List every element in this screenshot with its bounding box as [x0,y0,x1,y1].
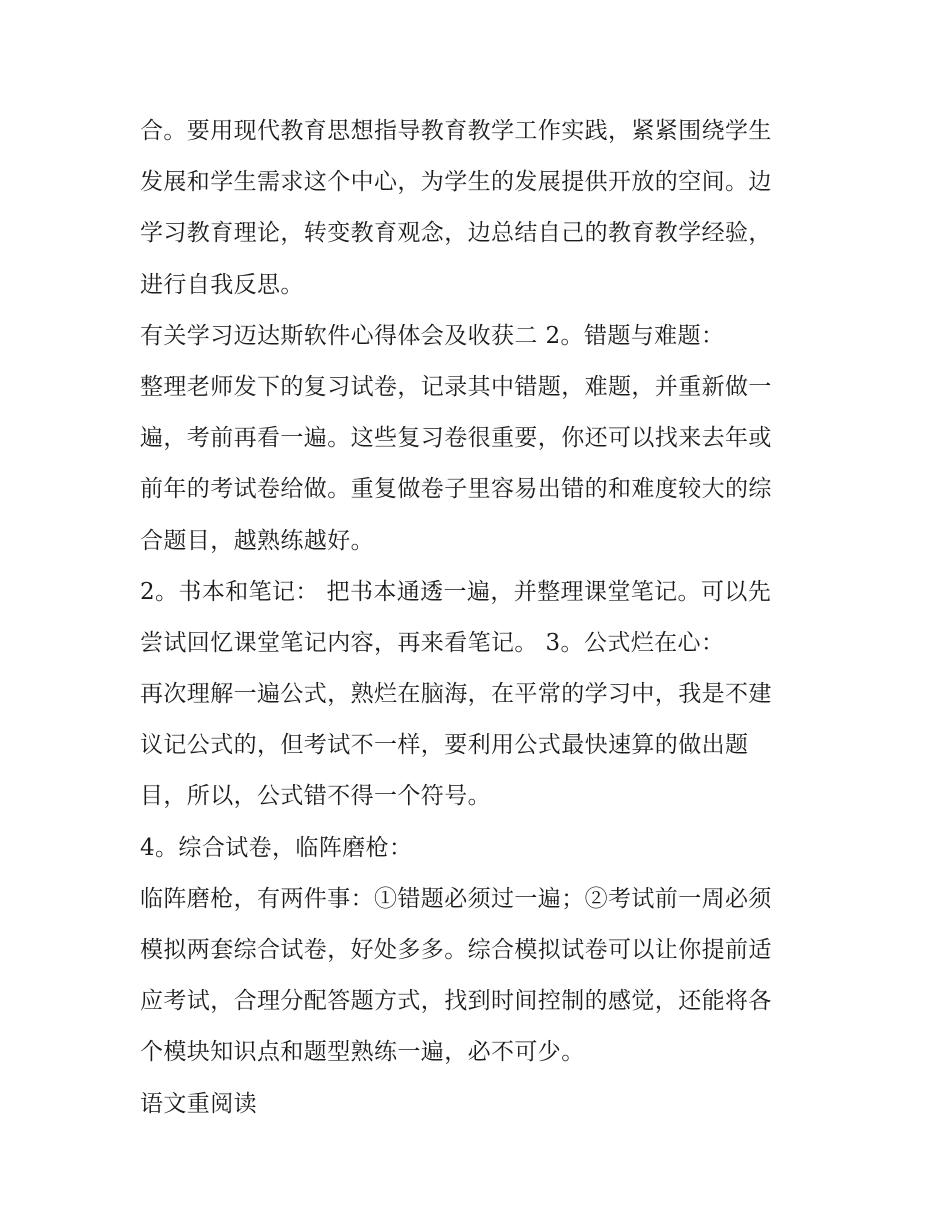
body-text [140,106,820,1130]
text-line-13: 议记公式的，但考试不一样，要利用公式最快速算的做出题 [140,732,749,759]
text-line-19: 个模块知识点和题型熟练一遍，必不可少。 [140,1039,585,1066]
text-line-18: 应考试，合理分配答题方式，找到时间控制的感觉，还能将各 [140,988,772,1015]
text-line-16: 临阵磨枪，有两件事：①错题必须过一遍；②考试前一周必须 [140,885,772,912]
text-line-9: 合题目，越熟练越好。 [140,527,374,554]
text-line-4: 进行自我反思。 [140,271,304,298]
text-line-8: 前年的考试卷给做。重复做卷子里容易出错的和难度较大的综 [140,476,772,503]
text-line-17: 模拟两套综合试卷，好处多多。综合模拟试卷可以让你提前适 [140,937,772,963]
text-line-10: 2。书本和笔记： 把书本通透一遍，并整理课堂笔记。可以先 [140,578,772,605]
text-line-3: 学习教育理论，转变教育观念，边总结自己的教育教学经验， [140,220,772,247]
text-line-11: 尝试回忆课堂笔记内容，再来看笔记。 3。公式烂在心： [140,629,725,656]
text-line-6: 整理老师发下的复习试卷，记录其中错题，难题，并重新做一 [140,373,772,400]
text-line-1: 合。要用现代教育思想指导教育教学工作实践，紧紧围绕学生 [140,118,772,144]
text-line-15: 4。综合试卷，临阵磨枪： [140,834,413,861]
text-line-2: 发展和学生需求这个中心，为学生的发展提供开放的空间。边 [140,169,772,196]
text-line-14: 目，所以，公式错不得一个符号。 [140,783,491,810]
text-line-12: 再次理解一遍公式，熟烂在脑海，在平常的学习中，我是不建 [140,681,772,708]
text-line-7: 遍，考前再看一遍。这些复习卷很重要，你还可以找来去年或 [140,425,772,452]
section-heading-line: 有关学习迈达斯软件心得体会及收获二 2。错题与难题： [140,322,725,349]
text-line-20: 语文重阅读 [140,1090,257,1117]
